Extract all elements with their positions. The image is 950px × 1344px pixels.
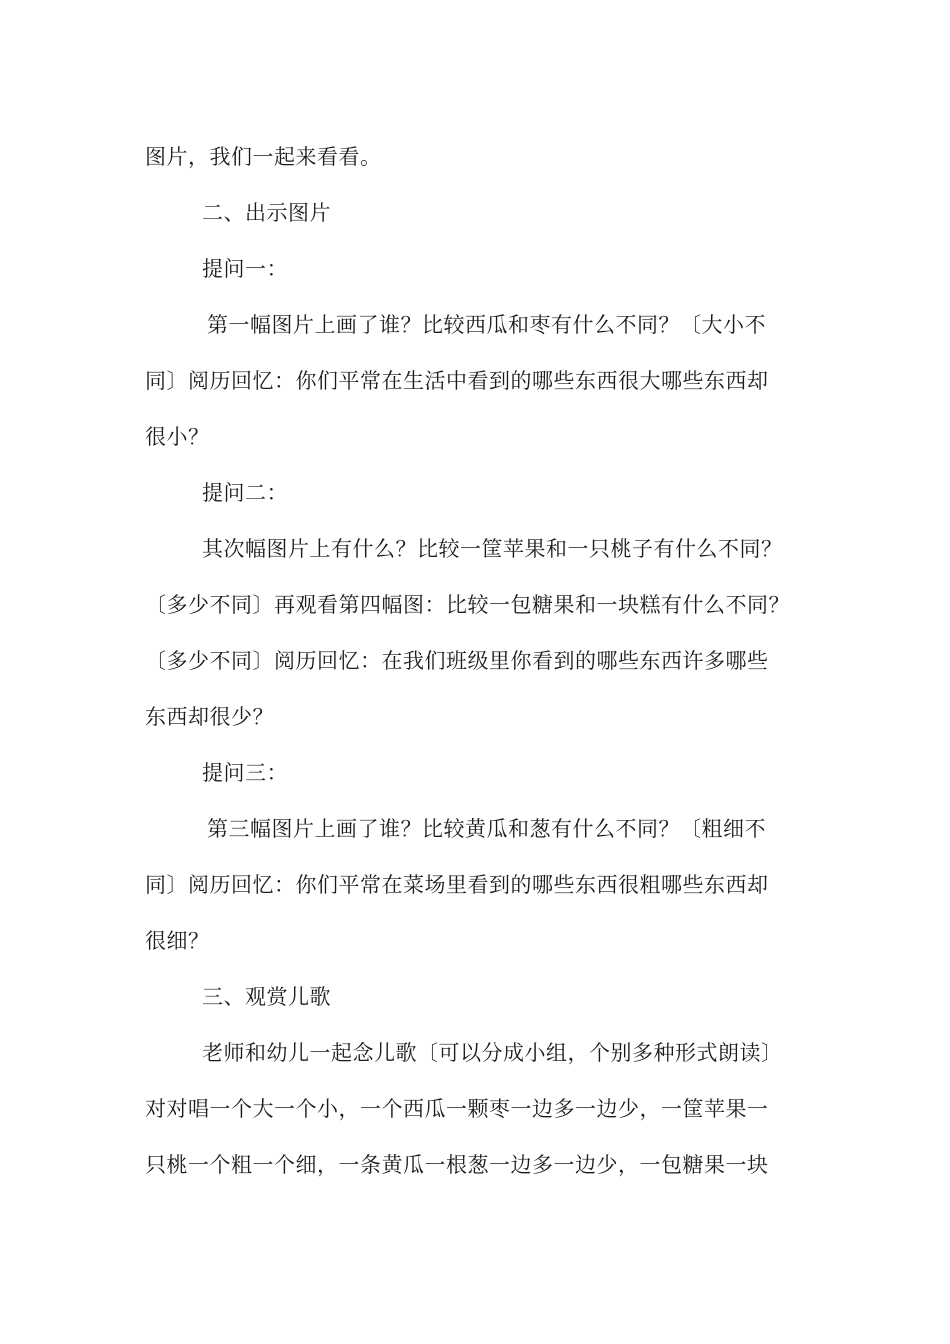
section-heading: 二、出示图片 — [202, 201, 331, 225]
text-line: 很小？ — [145, 425, 210, 449]
text-line: 只桃一个粗一个细，一条黄瓜一根葱一边多一边少，一包糖果一块 — [145, 1153, 769, 1177]
text-line: 对对唱一个大一个小，一个西瓜一颗枣一边多一边少，一筐苹果一 — [145, 1097, 769, 1121]
text-line: 第三幅图片上画了谁？比较黄瓜和葱有什么不同？〔粗细不 — [207, 817, 766, 841]
text-line: 东西却很少？ — [145, 705, 274, 729]
text-line: 〔多少不同〕阅历回忆：在我们班级里你看到的哪些东西许多哪些 — [145, 649, 769, 673]
question-heading: 提问三： — [202, 761, 288, 785]
text-line: 〔多少不同〕再观看第四幅图：比较一包糖果和一块糕有什么不同？ — [145, 593, 790, 617]
text-line: 图片，我们一起来看看。 — [145, 145, 382, 169]
text-line: 第一幅图片上画了谁？比较西瓜和枣有什么不同？〔大小不 — [207, 313, 766, 337]
question-heading: 提问二： — [202, 481, 288, 505]
question-heading: 提问一： — [202, 257, 288, 281]
text-line: 很细？ — [145, 929, 210, 953]
text-line: 老师和幼儿一起念儿歌〔可以分成小组，个别多种形式朗读〕 — [202, 1041, 783, 1065]
document-page — [145, 129, 825, 1193]
text-line: 其次幅图片上有什么？比较一筐苹果和一只桃子有什么不同？ — [202, 537, 783, 561]
text-line: 同〕阅历回忆：你们平常在生活中看到的哪些东西很大哪些东西却 — [145, 369, 769, 393]
section-heading: 三、观赏儿歌 — [202, 985, 331, 1009]
text-line: 同〕阅历回忆：你们平常在菜场里看到的哪些东西很粗哪些东西却 — [145, 873, 769, 897]
